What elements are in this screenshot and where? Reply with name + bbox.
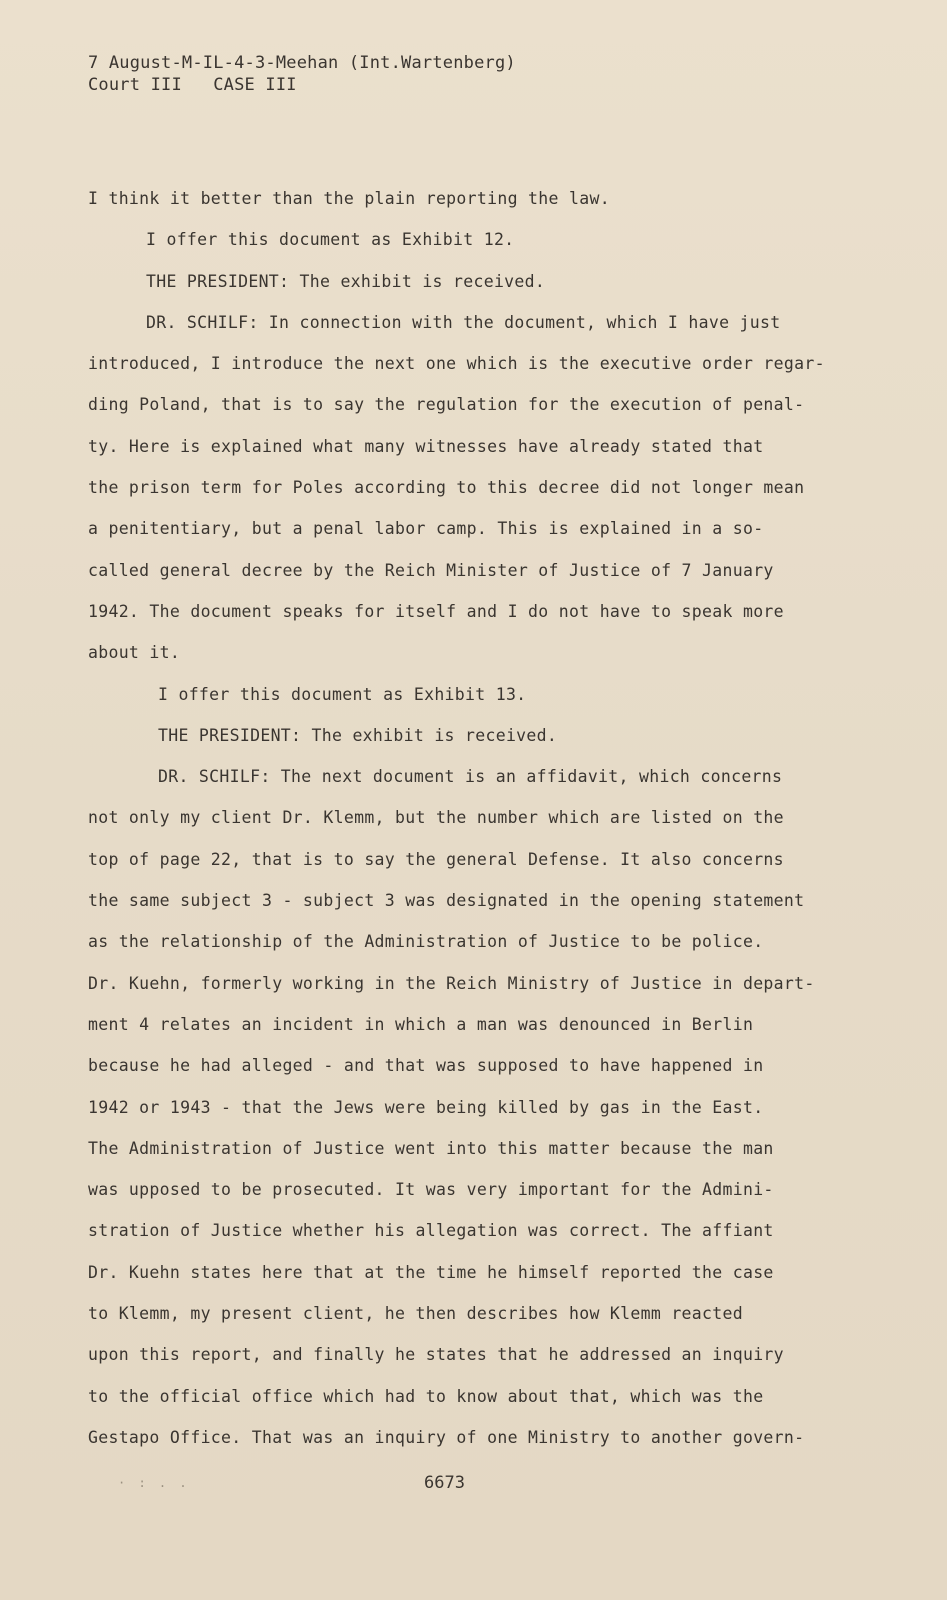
transcript-line: Dr. Kuehn, formerly working in the Reich Ministry of Justice in depart- [88,973,815,993]
transcript-line: Gestapo Office. That was an inquiry of one Ministry to another govern- [88,1427,805,1447]
header-session-line: 7 August-M-IL-4-3-Meehan (Int.Wartenberg) [88,53,516,73]
transcript-line: The Administration of Justice went into this matter because the man [88,1138,774,1158]
transcript-line: about it. [88,643,181,663]
transcript-line: the same subject 3 - subject 3 was designated in the opening statement [88,891,805,911]
transcript-line: ty. Here is explained what many witnesses have already stated that [88,436,764,456]
transcript-line: to Klemm, my present client, he then describes how Klemm reacted [88,1304,743,1324]
transcript-line: ment 4 relates an incident in which a man was denounced in Berlin [88,1014,754,1034]
transcript-line: THE PRESIDENT: The exhibit is received. [158,725,558,745]
transcript-line: introduced, I introduce the next one which is the executive order regar- [88,354,825,374]
transcript-line: I offer this document as Exhibit 12. [146,230,515,250]
transcript-line: ding Poland, that is to say the regulation for the execution of penal- [88,395,805,415]
transcript-line: the prison term for Poles according to this decree did not longer mean [88,478,805,498]
transcript-line: a penitentiary, but a penal labor camp. This is explained in a so- [88,519,764,539]
transcript-line: as the relationship of the Administration of Justice to be police. [88,932,764,952]
transcript-line: DR. SCHILF: In connection with the document, which I have just [146,312,781,332]
transcript-line: because he had alleged - and that was supposed to have happened in [88,1056,764,1076]
transcript-line: was upposed to be prosecuted. It was very important for the Admini- [88,1180,774,1200]
header-court-line: Court III CASE III [88,75,297,95]
transcript-line: 1942. The document speaks for itself and I do not have to speak more [88,601,784,621]
transcript-line: THE PRESIDENT: The exhibit is received. [146,271,546,291]
transcript-line: Dr. Kuehn states here that at the time he himself reported the case [88,1262,774,1282]
transcript-line: I offer this document as Exhibit 13. [158,684,527,704]
transcript-line: not only my client Dr. Klemm, but the number which are listed on the [88,808,784,828]
document-header [88,52,516,96]
transcript-line: 1942 or 1943 - that the Jews were being killed by gas in the East. [88,1097,764,1117]
transcript-line: DR. SCHILF: The next document is an affidavit, which concerns [158,767,783,787]
transcript-line: to the official office which had to know about that, which was the [88,1386,764,1406]
transcript-line: I think it better than the plain reporting the law. [88,189,610,208]
page-number: 6673 [424,1473,465,1493]
transcript-line: stration of Justice whether his allegation was correct. The affiant [88,1221,774,1241]
transcript-line: top of page 22, that is to say the general Defense. It also concerns [88,849,784,869]
transcript-body [88,178,828,1458]
transcript-line: called general decree by the Reich Minister of Justice of 7 January [88,560,774,580]
ink-smudge: · : . . [118,1476,190,1490]
transcript-line: upon this report, and finally he states that he addressed an inquiry [88,1345,784,1365]
